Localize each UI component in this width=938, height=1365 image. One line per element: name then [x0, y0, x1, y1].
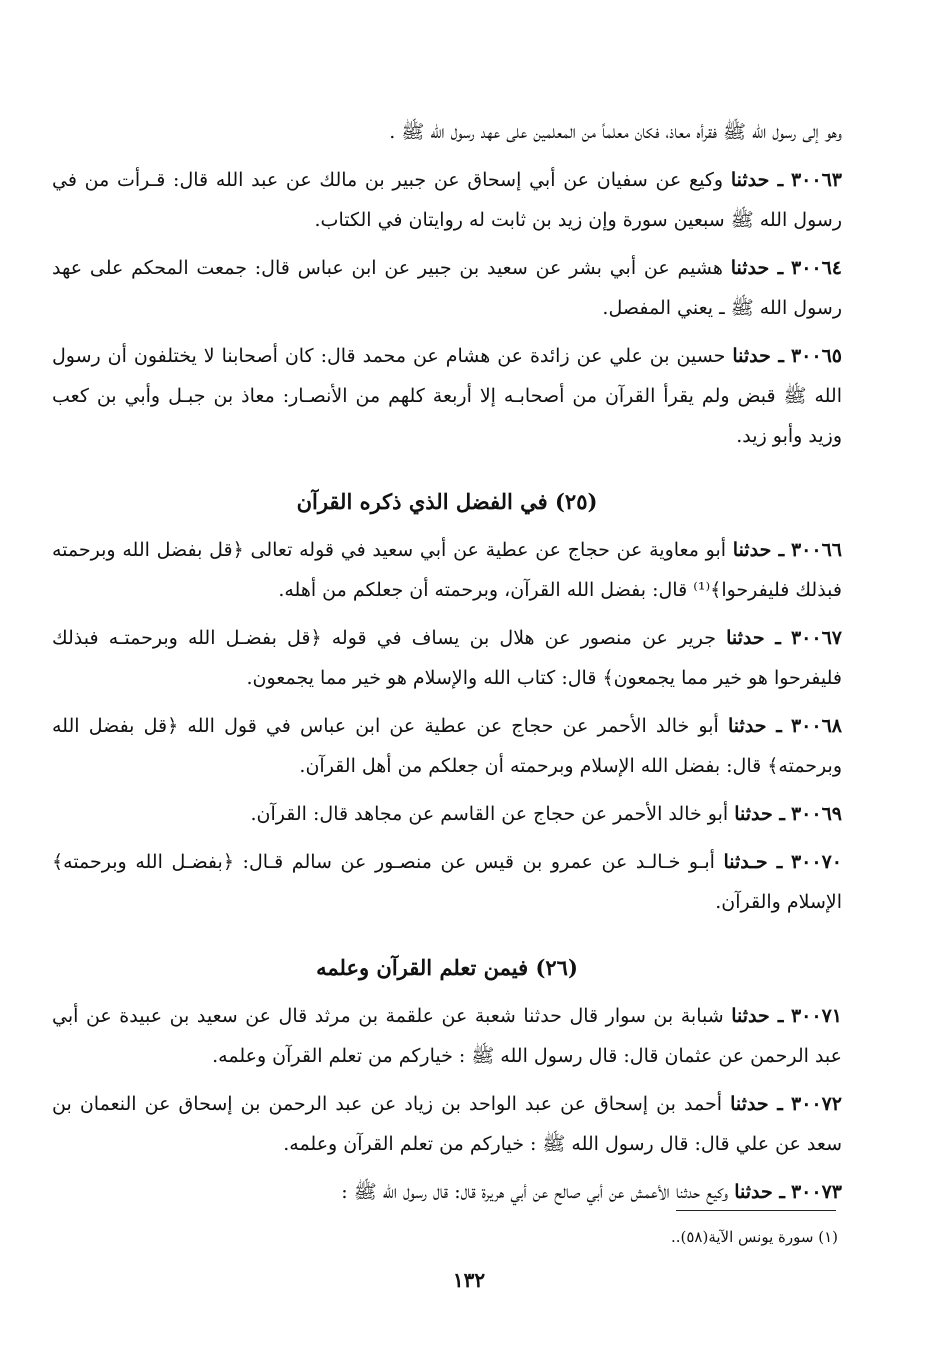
- hadith-paragraph: [52, 794, 842, 834]
- hadith-number: ٣٠٠٦٤: [790, 257, 843, 279]
- hadith-text: أبو خالد الأحمر عن حجاج عن القاسم عن مجاهد قال: القرآن.: [250, 803, 729, 825]
- hadith-lead: ـ حدثنا: [727, 715, 782, 737]
- page-number: ١٣٢: [452, 1268, 486, 1292]
- hadith-number: ٣٠٠٧١: [790, 1005, 842, 1027]
- hadith-text: شبابة بن سوار قال حدثنا شعبة عن علقمة بن مرثد قال عن سعيد بن عبيدة عن أبي عبد الرحمن عن عثمان قال: قال رسول الله ﷺ : خياركم من تعلم القرآن وعلمه.: [52, 1005, 842, 1067]
- hadith-text: وكيع عن سفيان عن أبي إسحاق عن جبير بن مالك عن عبد الله قال: قـرأت من في رسول الله ﷺ سبعين سورة وإن زيد بن ثابت له روايتان في الكتاب.: [52, 169, 842, 231]
- hadith-text: وكيع حدثنا الأعمش عن أبي صالح عن أبي هريرة قال: قال رسول الله ﷺ :: [341, 1181, 729, 1203]
- hadith-lead: ـ حـدثنا: [723, 851, 783, 873]
- hadith-paragraph: [52, 996, 842, 1076]
- hadith-lead: ـ حدثنا: [731, 1005, 784, 1027]
- hadith-lead: ـ حدثنا: [726, 627, 781, 649]
- hadith-lead: ـ حدثنا: [732, 345, 784, 367]
- hadith-paragraph: [52, 112, 842, 152]
- hadith-text: أحمد بن إسحاق عن عبد الواحد بن زياد عن عبد الرحمن بن إسحاق عن النعمان بن سعد عن علي قال: قال رسول الله ﷺ : خياركم من تعلم القرآن وعلمه.: [52, 1093, 842, 1155]
- section-26: [52, 996, 842, 1212]
- hadith-text: أبـو خـالـد عن عمرو بن قيس عن منصـور عن سالم قـال: ﴿بفضـل الله وبرحمته﴾ الإسلام والقرآن.: [52, 851, 842, 913]
- hadith-text: أبو معاوية عن حجاج عن عطية عن أبي سعيد في قوله تعالى ﴿قل بفضل الله وبرحمته فبذلك فليفرحوا﴾⁽¹⁾ قال: بفضل الله القرآن، وبرحمته أن جعلكم من أهله.: [52, 539, 842, 601]
- hadith-paragraph: [52, 1084, 842, 1164]
- hadith-text: أبو خالد الأحمر عن حجاج عن عطية عن ابن عباس في قول الله ﴿قل بفضل الله وبرحمته﴾ قال: بفضل الله الإسلام وبرحمته أن جعلكم من أهل القرآن.: [52, 715, 842, 777]
- hadith-lead: ـ حدثنا: [730, 1093, 783, 1115]
- hadith-paragraph: [52, 248, 842, 328]
- hadith-number: ٣٠٠٦٥: [790, 345, 842, 367]
- section-top: [52, 112, 842, 456]
- section-25: [52, 530, 842, 922]
- hadith-paragraph: [52, 530, 842, 610]
- section-heading-25: (٢٥) في الفضل الذي ذكره القرآن: [296, 489, 598, 514]
- hadith-lead: ـ حدثنا: [732, 539, 785, 561]
- hadith-text: جرير عن منصور عن هلال بن يساف في قوله ﴿قل بفضـل الله وبرحمتـه فبذلك فليفرحوا هو خير مما يجمعون﴾ قال: كتاب الله والإسلام هو خير مما يجمعون.: [52, 627, 842, 689]
- hadith-paragraph: [52, 336, 842, 456]
- hadith-text: حسين بن علي عن زائدة عن هشام عن محمد قال: كان أصحابنا لا يختلفون أن رسول الله ﷺ قبض ولم يقرأ القرآن من أصحابـه إلا أربعة كلهم من الأنصـار: معاذ بن جبـل وأبي بن كعب وزيد وأبو زيد.: [52, 345, 842, 447]
- hadith-paragraph: [52, 1172, 842, 1212]
- hadith-lead: ـ حدثنا: [730, 257, 784, 279]
- hadith-paragraph: [52, 160, 842, 240]
- footnote: (١) سورة يونس الآية(٥٨)..: [670, 1228, 838, 1246]
- hadith-text: هشيم عن أبي بشر عن سعيد بن جبير عن ابن عباس قال: جمعت المحكم على عهد رسول الله ﷺ ـ يعني المفصل.: [52, 257, 842, 319]
- hadith-lead: ـ حدثنا: [730, 169, 784, 191]
- hadith-number: ٣٠٠٧٠: [790, 851, 842, 873]
- hadith-lead: ـ حدثنا: [734, 803, 785, 825]
- section-heading-26: (٢٦) فيمن تعلم القرآن وعلمه: [316, 955, 578, 980]
- hadith-number: ٣٠٠٦٩: [790, 803, 842, 825]
- hadith-paragraph: [52, 842, 842, 922]
- hadith-paragraph: [52, 706, 842, 786]
- hadith-number: ٣٠٠٦٨: [790, 715, 842, 737]
- hadith-text: وهو إلى رسول الله ﷺ فقرأه معاذ، فكان معلماً من المعلمين على عهد رسول الله ﷺ .: [389, 121, 842, 143]
- hadith-number: ٣٠٠٦٧: [790, 627, 842, 649]
- page-body: [52, 112, 842, 1220]
- footnote-divider: [676, 1210, 836, 1211]
- hadith-lead: ـ حدثنا: [734, 1181, 785, 1203]
- hadith-number: ٣٠٠٧٣: [790, 1181, 842, 1203]
- hadith-number: ٣٠٠٦٣: [790, 169, 842, 191]
- hadith-number: ٣٠٠٦٦: [790, 539, 842, 561]
- hadith-paragraph: [52, 618, 842, 698]
- hadith-number: ٣٠٠٧٢: [790, 1093, 843, 1115]
